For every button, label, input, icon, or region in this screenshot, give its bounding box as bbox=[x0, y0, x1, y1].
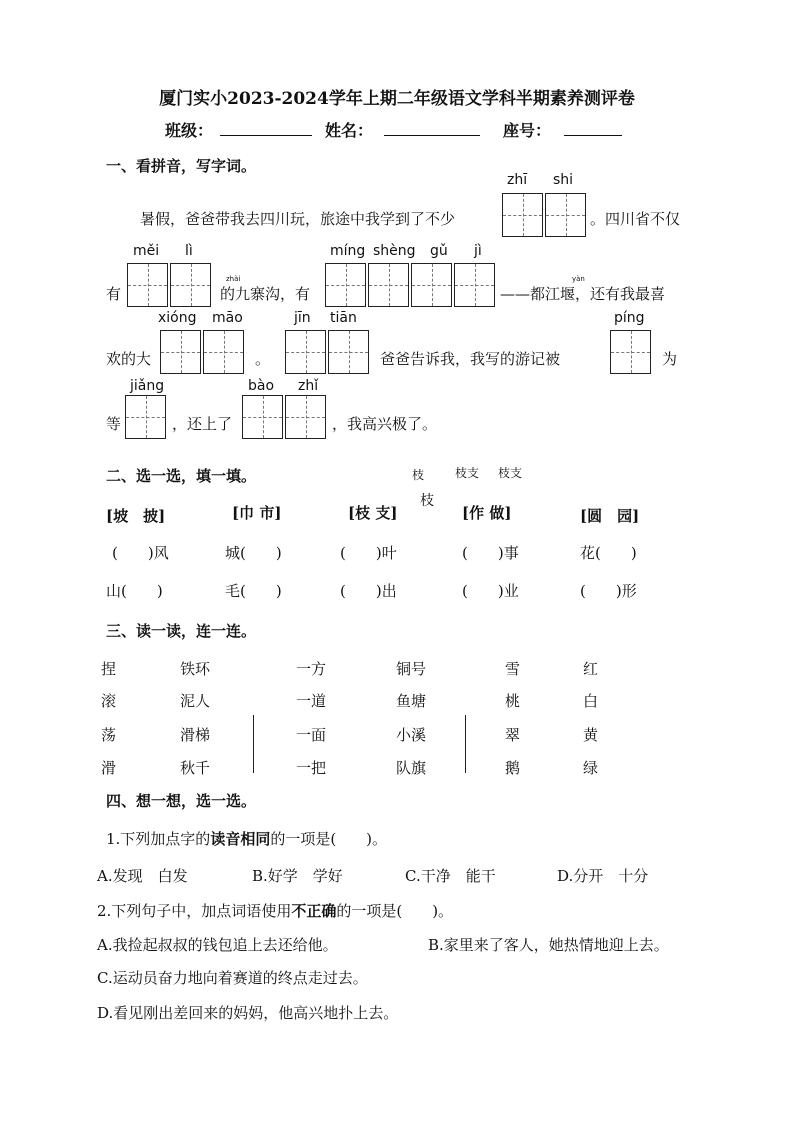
fill-blank[interactable]: ( )叶 bbox=[340, 544, 397, 562]
pinyin: míng bbox=[330, 243, 366, 259]
section-3-heading: 三、读一读，连一连。 bbox=[106, 622, 257, 640]
match-item-c4[interactable]: 队旗 bbox=[396, 759, 427, 777]
q2-key: 不正确 bbox=[291, 902, 337, 920]
text: 爸爸告诉我，我写的游记被 bbox=[380, 350, 561, 368]
match-item-c4[interactable]: 鱼塘 bbox=[396, 692, 427, 710]
text: 有 bbox=[106, 285, 122, 303]
match-item-c3[interactable]: 一方 bbox=[296, 660, 327, 678]
divider-line bbox=[465, 715, 466, 773]
fill-blank[interactable]: ( )事 bbox=[462, 544, 519, 562]
match-item-c6[interactable]: 红 bbox=[583, 660, 599, 678]
name-label: 姓名： bbox=[325, 121, 374, 140]
q1-option-c: C.干净 能干 bbox=[405, 867, 496, 885]
q1-option-b: B.好学 学好 bbox=[252, 867, 343, 885]
fill-blank[interactable]: 城( ) bbox=[225, 544, 282, 562]
pinyin-small: zhài bbox=[226, 275, 241, 283]
match-item-c1[interactable]: 捏 bbox=[101, 660, 117, 678]
match-item-c1[interactable]: 滑 bbox=[101, 759, 117, 777]
section-1-heading: 一、看拼音，写字词。 bbox=[106, 157, 257, 175]
q2-option-c: C.运动员奋力地向着赛道的终点走过去。 bbox=[97, 969, 368, 987]
pinyin: māo bbox=[212, 310, 243, 326]
class-label: 班级： bbox=[165, 121, 214, 140]
scribble: 枝支 bbox=[455, 466, 480, 480]
text: ——都江堰，还有我最喜 bbox=[500, 285, 666, 303]
q2-option-a: A.我捡起叔叔的钱包追上去还给他。 bbox=[97, 936, 338, 954]
text: ，我高兴极了。 bbox=[332, 415, 438, 433]
writing-grid[interactable] bbox=[502, 193, 588, 237]
match-item-c3[interactable]: 一道 bbox=[296, 692, 327, 710]
text: ，还上了 bbox=[172, 415, 233, 433]
q1-end[interactable]: 的一项是( )。 bbox=[270, 830, 388, 848]
writing-grid[interactable] bbox=[160, 330, 246, 374]
pinyin: tiān bbox=[330, 310, 357, 326]
pinyin: jiǎng bbox=[130, 378, 165, 394]
pinyin: zhǐ bbox=[298, 378, 319, 394]
question-1 bbox=[106, 828, 387, 849]
option-group: [圆 园] bbox=[580, 507, 640, 525]
question-2 bbox=[97, 900, 453, 921]
scribble: 枝 bbox=[412, 468, 425, 482]
seat-label: 座号： bbox=[503, 121, 552, 140]
text: 等 bbox=[106, 415, 122, 433]
page-title: 厦门实小2023-2024学年上期二年级语文学科半期素养测评卷 bbox=[159, 89, 635, 109]
q2-end[interactable]: 的一项是( )。 bbox=[336, 902, 454, 920]
option-group: [坡 披] bbox=[106, 507, 166, 525]
pinyin: bào bbox=[248, 378, 275, 394]
q1-text: 1.下列加点字的 bbox=[106, 830, 211, 848]
writing-grid[interactable] bbox=[285, 330, 371, 374]
match-item-c2[interactable]: 滑梯 bbox=[180, 726, 211, 744]
class-field[interactable] bbox=[220, 135, 312, 136]
scribble: 枝 bbox=[420, 493, 434, 509]
name-field[interactable] bbox=[384, 135, 480, 136]
fill-blank[interactable]: ( )出 bbox=[340, 582, 397, 600]
q2-option-d: D.看见刚出差回来的妈妈，他高兴地扑上去。 bbox=[97, 1004, 399, 1022]
match-item-c4[interactable]: 铜号 bbox=[396, 660, 427, 678]
q1-option-a: A.发现 白发 bbox=[97, 867, 188, 885]
fill-blank[interactable]: ( )风 bbox=[112, 544, 169, 562]
text: 。 bbox=[255, 350, 271, 368]
pinyin: měi bbox=[133, 243, 160, 259]
text: 为 bbox=[662, 350, 678, 368]
writing-grid[interactable] bbox=[242, 395, 328, 439]
pinyin: zhī bbox=[507, 172, 528, 188]
pinyin: xióng bbox=[158, 310, 197, 326]
text: 暑假，爸爸带我去四川玩，旅途中我学到了不少 bbox=[140, 210, 456, 228]
fill-blank[interactable]: 毛( ) bbox=[225, 582, 282, 600]
divider-line bbox=[253, 715, 254, 773]
pinyin: shi bbox=[553, 172, 574, 188]
text: 的九寨沟，有 bbox=[220, 285, 311, 303]
q2-text: 2.下列句子中，加点词语使用 bbox=[97, 902, 292, 920]
match-item-c5[interactable]: 鹅 bbox=[505, 759, 521, 777]
pinyin: píng bbox=[614, 310, 645, 326]
writing-grid[interactable] bbox=[127, 263, 213, 307]
match-item-c4[interactable]: 小溪 bbox=[396, 726, 427, 744]
match-item-c1[interactable]: 滚 bbox=[101, 692, 117, 710]
option-group: [作 做] bbox=[462, 504, 512, 522]
match-item-c6[interactable]: 黄 bbox=[583, 726, 599, 744]
match-item-c3[interactable]: 一面 bbox=[296, 726, 327, 744]
seat-field[interactable] bbox=[564, 135, 622, 136]
match-item-c2[interactable]: 秋千 bbox=[180, 759, 211, 777]
match-item-c6[interactable]: 白 bbox=[583, 692, 599, 710]
pinyin: jì bbox=[474, 243, 482, 259]
section-2-heading: 二、选一选，填一填。 bbox=[106, 467, 257, 485]
writing-grid[interactable] bbox=[125, 395, 168, 439]
match-item-c5[interactable]: 翠 bbox=[505, 726, 521, 744]
pinyin: lì bbox=[185, 243, 193, 259]
pinyin: jīn bbox=[294, 310, 311, 326]
pinyin-small: yàn bbox=[572, 275, 585, 283]
fill-blank[interactable]: 花( ) bbox=[580, 544, 637, 562]
match-item-c5[interactable]: 雪 bbox=[505, 660, 521, 678]
match-item-c2[interactable]: 泥人 bbox=[180, 692, 211, 710]
option-group: [巾 市] bbox=[232, 504, 282, 522]
pinyin: shèng bbox=[373, 243, 416, 259]
q1-key: 读音相同 bbox=[210, 830, 271, 848]
match-item-c3[interactable]: 一把 bbox=[296, 759, 327, 777]
match-item-c5[interactable]: 桃 bbox=[505, 692, 521, 710]
scribble: 枝支 bbox=[498, 466, 523, 480]
text: 欢的大 bbox=[106, 350, 152, 368]
option-group: [枝 支] bbox=[348, 504, 398, 522]
q1-option-d: D.分开 十分 bbox=[557, 867, 649, 885]
writing-grid[interactable] bbox=[610, 330, 653, 374]
text: 。四川省不仅 bbox=[590, 210, 681, 228]
match-item-c6[interactable]: 绿 bbox=[583, 759, 599, 777]
match-item-c1[interactable]: 荡 bbox=[101, 726, 117, 744]
q2-option-b: B.家里来了客人，她热情地迎上去。 bbox=[428, 936, 669, 954]
match-item-c2[interactable]: 铁环 bbox=[180, 660, 211, 678]
fill-blank[interactable]: ( )业 bbox=[462, 582, 519, 600]
writing-grid[interactable] bbox=[325, 263, 497, 307]
pinyin: gǔ bbox=[430, 243, 448, 259]
section-4-heading: 四、想一想，选一选。 bbox=[106, 792, 257, 810]
fill-blank[interactable]: ( )形 bbox=[580, 582, 637, 600]
fill-blank[interactable]: 山( ) bbox=[106, 582, 163, 600]
